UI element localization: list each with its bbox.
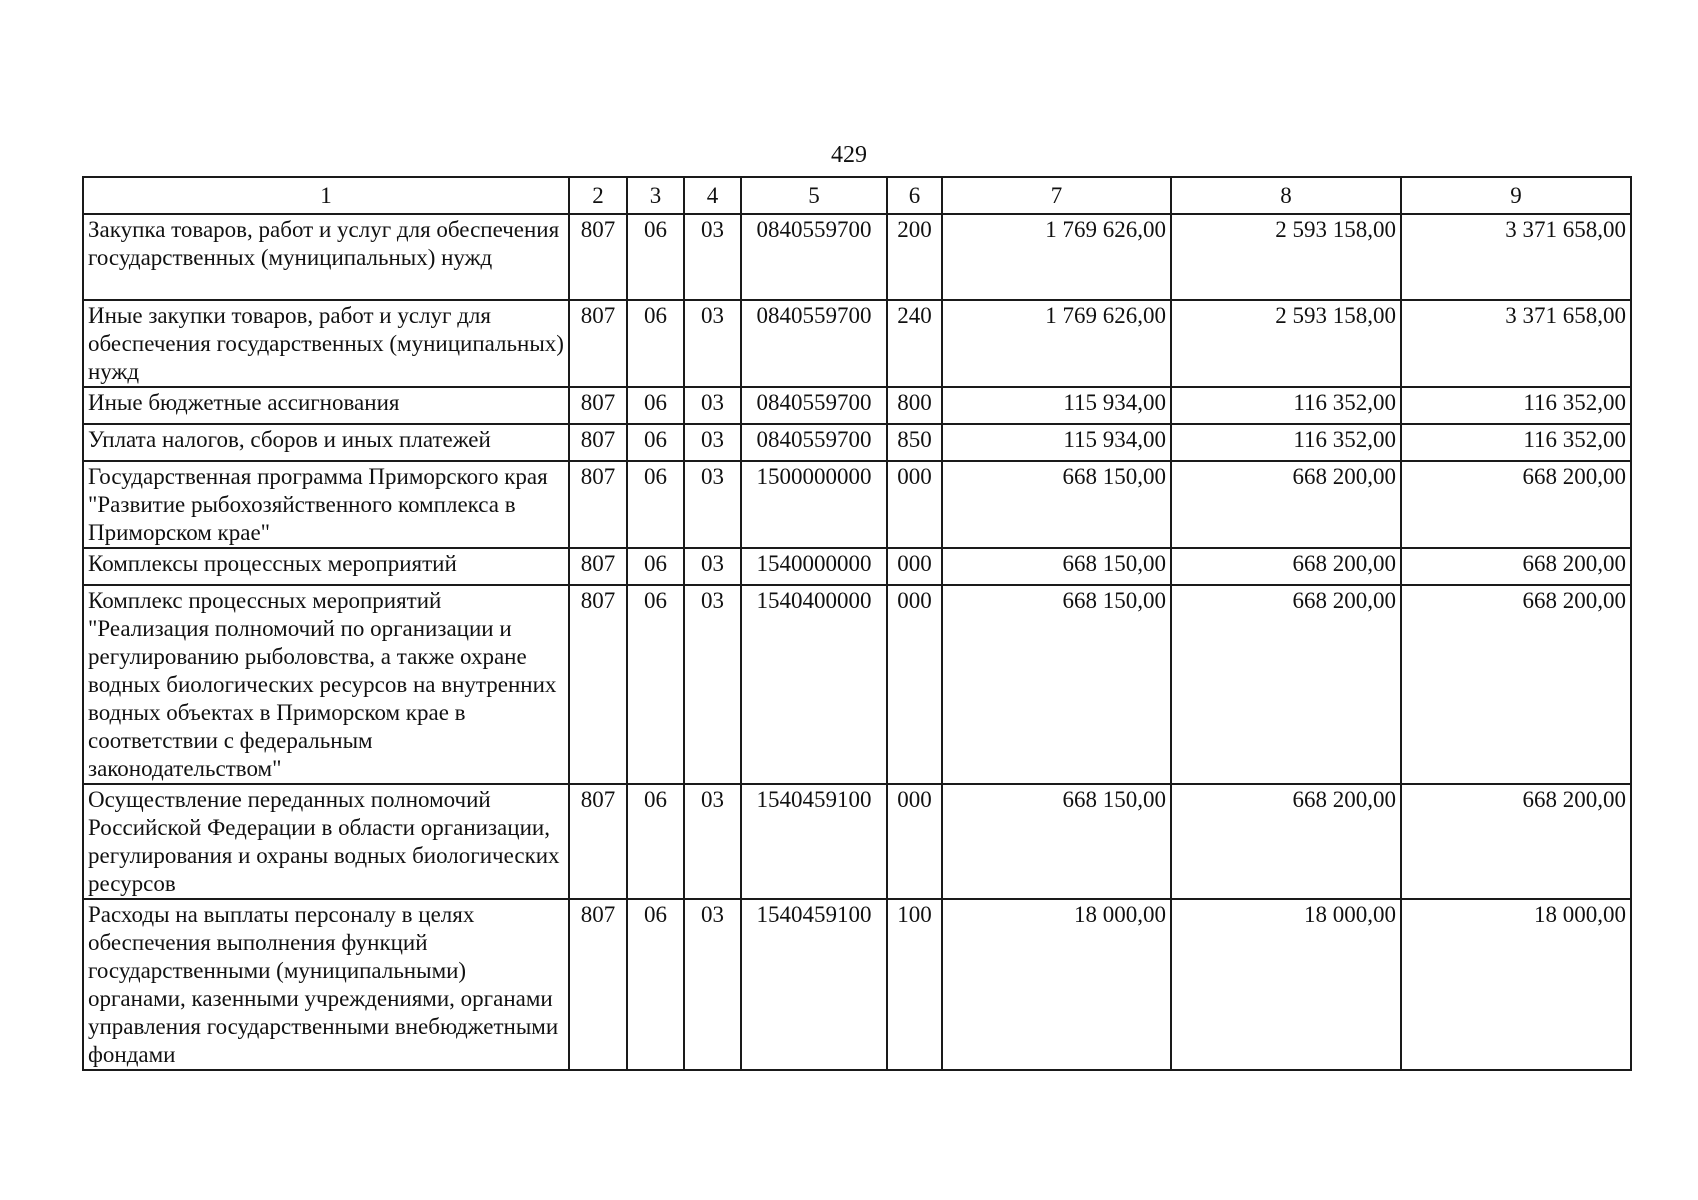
code-cell: 03 xyxy=(684,424,741,461)
amount-cell: 116 352,00 xyxy=(1171,424,1401,461)
amount-cell: 668 200,00 xyxy=(1401,585,1631,784)
code-cell: 100 xyxy=(887,899,942,1070)
amount-cell: 668 200,00 xyxy=(1171,461,1401,548)
page-number: 429 xyxy=(831,142,867,168)
code-cell: 03 xyxy=(684,461,741,548)
row-name-cell: Комплекс процессных мероприятий "Реализация полномочий по организации и регулированию рыболовства, а также охране водных биологических ресурсов на внутренних водных объектах в Приморском крае в соответствии с федеральным законодательством" xyxy=(83,585,569,784)
code-cell: 807 xyxy=(569,300,627,387)
code-cell: 1540400000 xyxy=(741,585,887,784)
code-cell: 200 xyxy=(887,214,942,300)
code-cell: 03 xyxy=(684,548,741,585)
column-header: 5 xyxy=(741,177,887,214)
code-cell: 807 xyxy=(569,784,627,899)
amount-cell: 115 934,00 xyxy=(942,387,1171,424)
amount-cell: 668 150,00 xyxy=(942,585,1171,784)
table-row xyxy=(83,387,1631,424)
table-row xyxy=(83,300,1631,387)
amount-cell: 668 150,00 xyxy=(942,461,1171,548)
amount-cell: 668 150,00 xyxy=(942,784,1171,899)
column-header: 6 xyxy=(887,177,942,214)
code-cell: 807 xyxy=(569,424,627,461)
code-cell: 000 xyxy=(887,461,942,548)
code-cell: 1540000000 xyxy=(741,548,887,585)
code-cell: 807 xyxy=(569,214,627,300)
code-cell: 03 xyxy=(684,784,741,899)
amount-cell: 18 000,00 xyxy=(1171,899,1401,1070)
code-cell: 06 xyxy=(627,548,684,585)
amount-cell: 2 593 158,00 xyxy=(1171,300,1401,387)
code-cell: 1500000000 xyxy=(741,461,887,548)
code-cell: 807 xyxy=(569,461,627,548)
column-header: 9 xyxy=(1401,177,1631,214)
row-name-cell: Государственная программа Приморского края "Развитие рыбохозяйственного комплекса в Приморском крае" xyxy=(83,461,569,548)
table-row xyxy=(83,585,1631,784)
table-row xyxy=(83,899,1631,1070)
code-cell: 06 xyxy=(627,387,684,424)
code-cell: 06 xyxy=(627,461,684,548)
code-cell: 800 xyxy=(887,387,942,424)
code-cell: 807 xyxy=(569,548,627,585)
row-name-cell: Расходы на выплаты персоналу в целях обеспечения выполнения функций государственными (муниципальными) органами, казенными учреждениями, органами управления государственными внебюджетными фондами xyxy=(83,899,569,1070)
amount-cell: 668 200,00 xyxy=(1171,784,1401,899)
budget-table xyxy=(82,176,1632,1071)
code-cell: 240 xyxy=(887,300,942,387)
column-header: 2 xyxy=(569,177,627,214)
amount-cell: 668 150,00 xyxy=(942,548,1171,585)
code-cell: 0840559700 xyxy=(741,300,887,387)
code-cell: 03 xyxy=(684,300,741,387)
row-name-cell: Уплата налогов, сборов и иных платежей xyxy=(83,424,569,461)
amount-cell: 115 934,00 xyxy=(942,424,1171,461)
code-cell: 06 xyxy=(627,214,684,300)
code-cell: 807 xyxy=(569,585,627,784)
table-row xyxy=(83,548,1631,585)
amount-cell: 18 000,00 xyxy=(1401,899,1631,1070)
amount-cell: 18 000,00 xyxy=(942,899,1171,1070)
row-name-cell: Закупка товаров, работ и услуг для обеспечения государственных (муниципальных) нужд xyxy=(83,214,569,300)
code-cell: 807 xyxy=(569,899,627,1070)
column-header: 3 xyxy=(627,177,684,214)
code-cell: 06 xyxy=(627,585,684,784)
amount-cell: 668 200,00 xyxy=(1171,548,1401,585)
row-name-cell: Осуществление переданных полномочий Российской Федерации в области организации, регулирования и охраны водных биологических ресурсов xyxy=(83,784,569,899)
code-cell: 1540459100 xyxy=(741,784,887,899)
code-cell: 03 xyxy=(684,585,741,784)
amount-cell: 668 200,00 xyxy=(1401,784,1631,899)
amount-cell: 2 593 158,00 xyxy=(1171,214,1401,300)
amount-cell: 3 371 658,00 xyxy=(1401,300,1631,387)
code-cell: 03 xyxy=(684,899,741,1070)
amount-cell: 116 352,00 xyxy=(1171,387,1401,424)
column-header: 8 xyxy=(1171,177,1401,214)
code-cell: 0840559700 xyxy=(741,424,887,461)
code-cell: 06 xyxy=(627,784,684,899)
code-cell: 850 xyxy=(887,424,942,461)
code-cell: 000 xyxy=(887,784,942,899)
code-cell: 807 xyxy=(569,387,627,424)
amount-cell: 116 352,00 xyxy=(1401,424,1631,461)
row-name-cell: Иные бюджетные ассигнования xyxy=(83,387,569,424)
amount-cell: 1 769 626,00 xyxy=(942,300,1171,387)
code-cell: 0840559700 xyxy=(741,214,887,300)
column-header: 7 xyxy=(942,177,1171,214)
table-row xyxy=(83,461,1631,548)
code-cell: 03 xyxy=(684,214,741,300)
table-row xyxy=(83,214,1631,300)
code-cell: 03 xyxy=(684,387,741,424)
amount-cell: 668 200,00 xyxy=(1401,461,1631,548)
column-header: 4 xyxy=(684,177,741,214)
amount-cell: 116 352,00 xyxy=(1401,387,1631,424)
code-cell: 000 xyxy=(887,548,942,585)
code-cell: 06 xyxy=(627,300,684,387)
amount-cell: 668 200,00 xyxy=(1171,585,1401,784)
code-cell: 1540459100 xyxy=(741,899,887,1070)
code-cell: 06 xyxy=(627,899,684,1070)
column-header: 1 xyxy=(83,177,569,214)
amount-cell: 1 769 626,00 xyxy=(942,214,1171,300)
row-name-cell: Комплексы процессных мероприятий xyxy=(83,548,569,585)
row-name-cell: Иные закупки товаров, работ и услуг для обеспечения государственных (муниципальных) нужд xyxy=(83,300,569,387)
code-cell: 0840559700 xyxy=(741,387,887,424)
code-cell: 06 xyxy=(627,424,684,461)
amount-cell: 3 371 658,00 xyxy=(1401,214,1631,300)
table-row xyxy=(83,424,1631,461)
amount-cell: 668 200,00 xyxy=(1401,548,1631,585)
code-cell: 000 xyxy=(887,585,942,784)
table-header-row xyxy=(83,177,1631,214)
table-row xyxy=(83,784,1631,899)
